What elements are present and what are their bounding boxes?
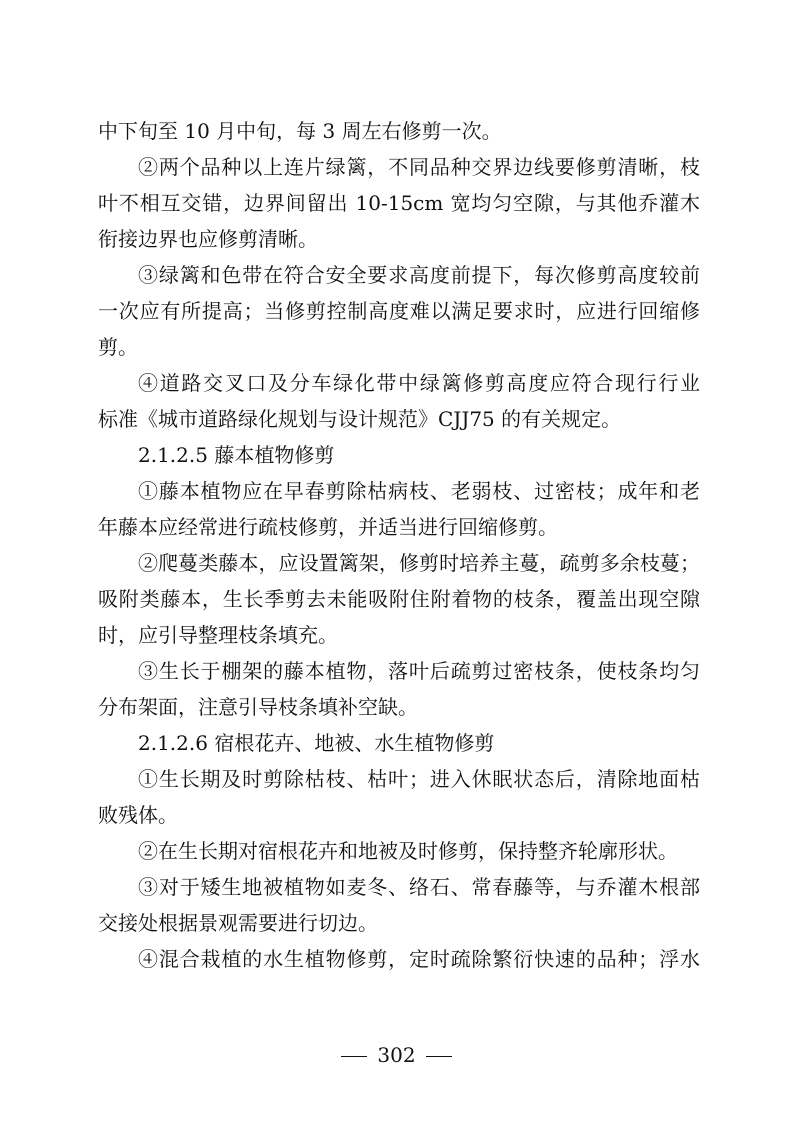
text-line-16: ③生长于棚架的藤本植物，落叶后疏剪过密枝条，使枝条均匀 bbox=[138, 659, 700, 683]
body-text bbox=[98, 113, 700, 977]
text-line-15: 时，应引导整理枝条填充。 bbox=[98, 623, 338, 647]
section-heading-2-1-2-6: 2.1.2.6 宿根花卉、地被、水生植物修剪 bbox=[138, 731, 495, 755]
text-line-14: 吸附类藤本，生长季剪去未能吸附住附着物的枝条，覆盖出现空隙 bbox=[98, 587, 700, 611]
text-line-21: ②在生长期对宿根花卉和地被及时修剪，保持整齐轮廓形状。 bbox=[138, 839, 678, 863]
text-line-17: 分布架面，注意引导枝条填补空缺。 bbox=[98, 695, 418, 719]
text-line-7: 剪。 bbox=[98, 335, 138, 359]
text-line-4: 衔接边界也应修剪清晰。 bbox=[98, 227, 318, 251]
page-number-value: 302 bbox=[377, 1043, 416, 1067]
text-line-20: 败残体。 bbox=[98, 803, 178, 827]
text-line-12: 年藤本应经常进行疏枝修剪，并适当进行回缩修剪。 bbox=[98, 515, 558, 539]
page-number bbox=[0, 1040, 793, 1070]
text-line-1: 中下旬至 10 月中旬，每 3 周左右修剪一次。 bbox=[98, 119, 502, 143]
text-line-3: 叶不相互交错，边界间留出 10-15cm 宽均匀空隙，与其他乔灌木 bbox=[98, 191, 700, 215]
text-line-19: ①生长期及时剪除枯枝、枯叶；进入休眠状态后，清除地面枯 bbox=[138, 767, 700, 791]
text-line-6: 一次应有所提高；当修剪控制高度难以满足要求时，应进行回缩修 bbox=[98, 299, 700, 323]
text-line-24: ④混合栽植的水生植物修剪，定时疏除繁衍快速的品种；浮水 bbox=[138, 947, 700, 971]
text-line-13: ②爬蔓类藤本，应设置篱架，修剪时培养主蔓，疏剪多余枝蔓； bbox=[138, 551, 700, 575]
section-heading-2-1-2-5: 2.1.2.5 藤本植物修剪 bbox=[138, 443, 335, 467]
page-number-dash-right bbox=[426, 1056, 452, 1057]
text-line-11: ①藤本植物应在早春剪除枯病枝、老弱枝、过密枝；成年和老 bbox=[138, 479, 700, 503]
text-line-9: 标准《城市道路绿化规划与设计规范》CJJ75 的有关规定。 bbox=[98, 407, 622, 431]
text-line-22: ③对于矮生地被植物如麦冬、络石、常春藤等，与乔灌木根部 bbox=[138, 875, 700, 899]
text-line-8: ④道路交叉口及分车绿化带中绿篱修剪高度应符合现行行业 bbox=[138, 371, 700, 395]
text-line-23: 交接处根据景观需要进行切边。 bbox=[98, 911, 378, 935]
text-line-5: ③绿篱和色带在符合安全要求高度前提下，每次修剪高度较前 bbox=[138, 263, 700, 287]
page-number-dash-left bbox=[341, 1056, 367, 1057]
text-line-2: ②两个品种以上连片绿篱，不同品种交界边线要修剪清晰，枝 bbox=[138, 155, 700, 179]
